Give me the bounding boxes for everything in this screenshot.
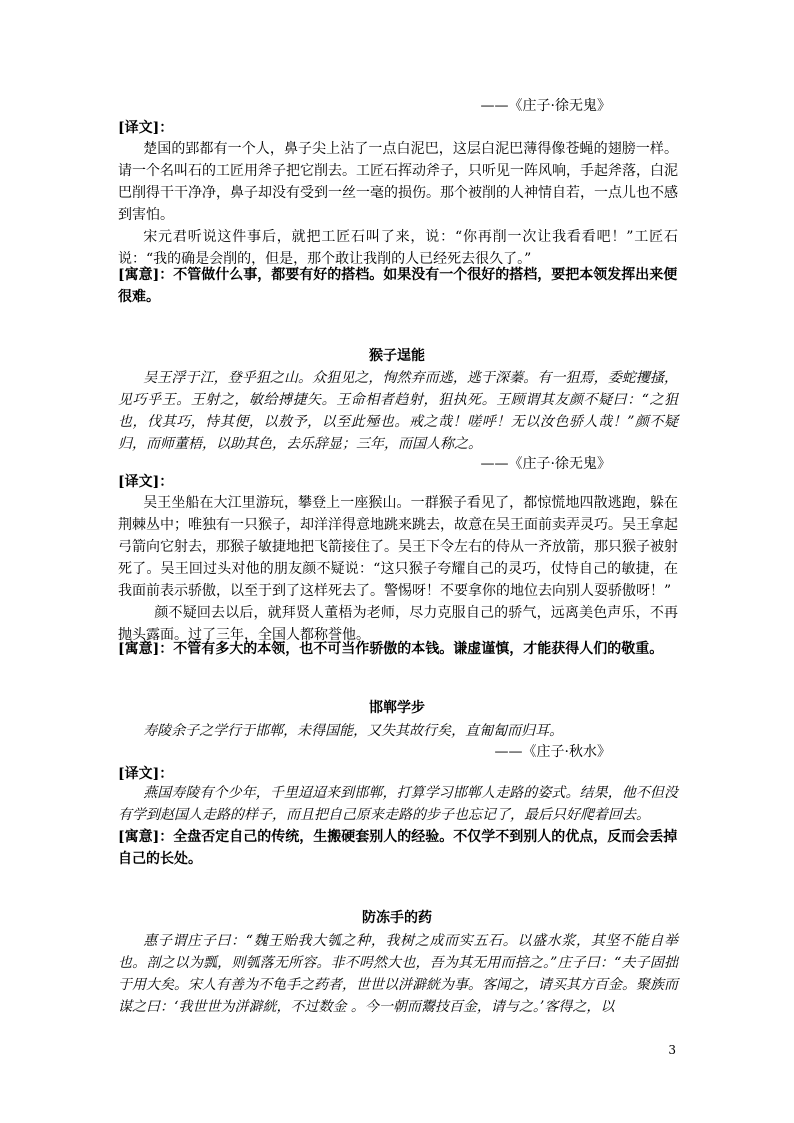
paragraph: 楚国的郢都有一个人，鼻子尖上沾了一点白泥巴，这层白泥巴薄得像苍蝇的翅膀一样。请一个名叫石的工匠用斧子把它削去。工匠石挥动斧子，只听见一阵风响，手起斧落，白泥巴削得干干净净，鼻子却没有受到一丝一毫的损伤。那个被削的人神情自若，一点儿也不感到害怕。	[118, 141, 678, 223]
translation-label: [译文]：	[118, 474, 174, 490]
paragraph: 燕国寿陵有个少年，千里迢迢来到邯郸，打算学习邯郸人走路的姿式。结果，他不但没有学到赵国人走路的样子，而且把自己原来走路的步子也忘记了，最后只好爬着回去。	[118, 785, 678, 823]
classical-paragraph: 吴王浮于江，登乎狙之山。众狙见之，恂然弃而逃，逃于深蓁。有一狙焉，委蛇攫搔，见巧乎王。王射之，敏给搏捷矢。王命相者趋射，狙执死。王顾谓其友颜不疑曰：“之狙也，伐其巧，恃其便，以敖予，以至此殛也。戒之哉！嗟呼！无以汝色骄人哉！”颜不疑归，而师董梧，以助其色，去乐辞显；三年，而国人称之。	[118, 370, 678, 452]
story-title: 防冻手的药	[362, 910, 432, 926]
paragraph: 颜不疑回去以后，就拜贤人董梧为老师，尽力克服自己的骄气，远离美色声乐，不再抛头露面。过了三年，全国人都称誉他。	[118, 605, 678, 643]
source-citation: ——《庄子·秋水》	[494, 744, 611, 760]
translation-text	[118, 138, 678, 270]
paragraph: 宋元君听说这件事后，就把工匠石叫了来，说：“你再削一次让我看看吧！”工匠石说：“我的确是会削的，但是，那个敢让我削的人已经死去很久了。”	[118, 229, 678, 267]
classical-text	[118, 367, 678, 455]
moral-text: [寓意]：不管有多大的本领，也不可当作骄傲的本钱。谦虚谨慎，才能获得人们的敬重。	[118, 641, 664, 657]
moral-text: [寓意]：全盘否定自己的传统，生搬硬套别人的经验。不仅学不到别人的优点，反而会丢掉自己的长处。	[118, 829, 678, 867]
translation-text	[118, 782, 678, 826]
translation-text	[118, 492, 678, 646]
classical-paragraph: 寿陵余子之学行于邯郸，未得国能，又失其故行矣，直匍匐而归耳。	[143, 723, 564, 739]
source-citation: ——《庄子·徐无鬼》	[480, 456, 611, 472]
story-title: 猴子逞能	[369, 348, 425, 364]
classical-text	[118, 930, 678, 1018]
page-number: 3	[668, 1043, 676, 1057]
story-title: 邯郸学步	[369, 700, 425, 716]
source-citation: ——《庄子·徐无鬼》	[480, 98, 611, 114]
translation-label: [译文]：	[118, 766, 174, 782]
translation-label: [译文]：	[118, 120, 174, 136]
moral-text: [寓意]：不管做什么事，都要有好的搭档。如果没有一个很好的搭档，要把本领发挥出来便很难。	[118, 267, 678, 305]
paragraph: 吴王坐船在大江里游玩，攀登上一座猴山。一群猴子看见了，都惊慌地四散逃跑，躲在荆棘丛中；唯独有一只猴子，却洋洋得意地跳来跳去，故意在吴王面前卖弄灵巧。吴王拿起弓箭向它射去，那猴子敏捷地把飞箭接住了。吴王下令左右的侍从一齐放箭，那只猴子被射死了。吴王回过头对他的朋友颜不疑说：“这只猴子夸耀自己的灵巧，仗恃自己的敏捷，在我面前表示骄傲，以至于到了这样死去了。警惕呀！不要拿你的地位去向别人耍骄傲呀！”	[118, 495, 678, 599]
classical-paragraph: 惠子谓庄子曰：“魏王贻我大瓠之种，我树之成而实五石。以盛水浆，其坚不能自举也。剖之以为瓢，则瓠落无所容。非不呺然大也，吾为其无用而掊之。”庄子曰：“夫子固拙于用大矣。宋人有善为不龟手之药者，世世以洴澼絖为事。客闻之，请买其方百金。聚族而谋之曰：‘我世世为洴澼絖，不过数金 。今一朝而鬻技百金，请与之。’客得之，以	[118, 933, 678, 1015]
classical-text	[118, 720, 678, 742]
